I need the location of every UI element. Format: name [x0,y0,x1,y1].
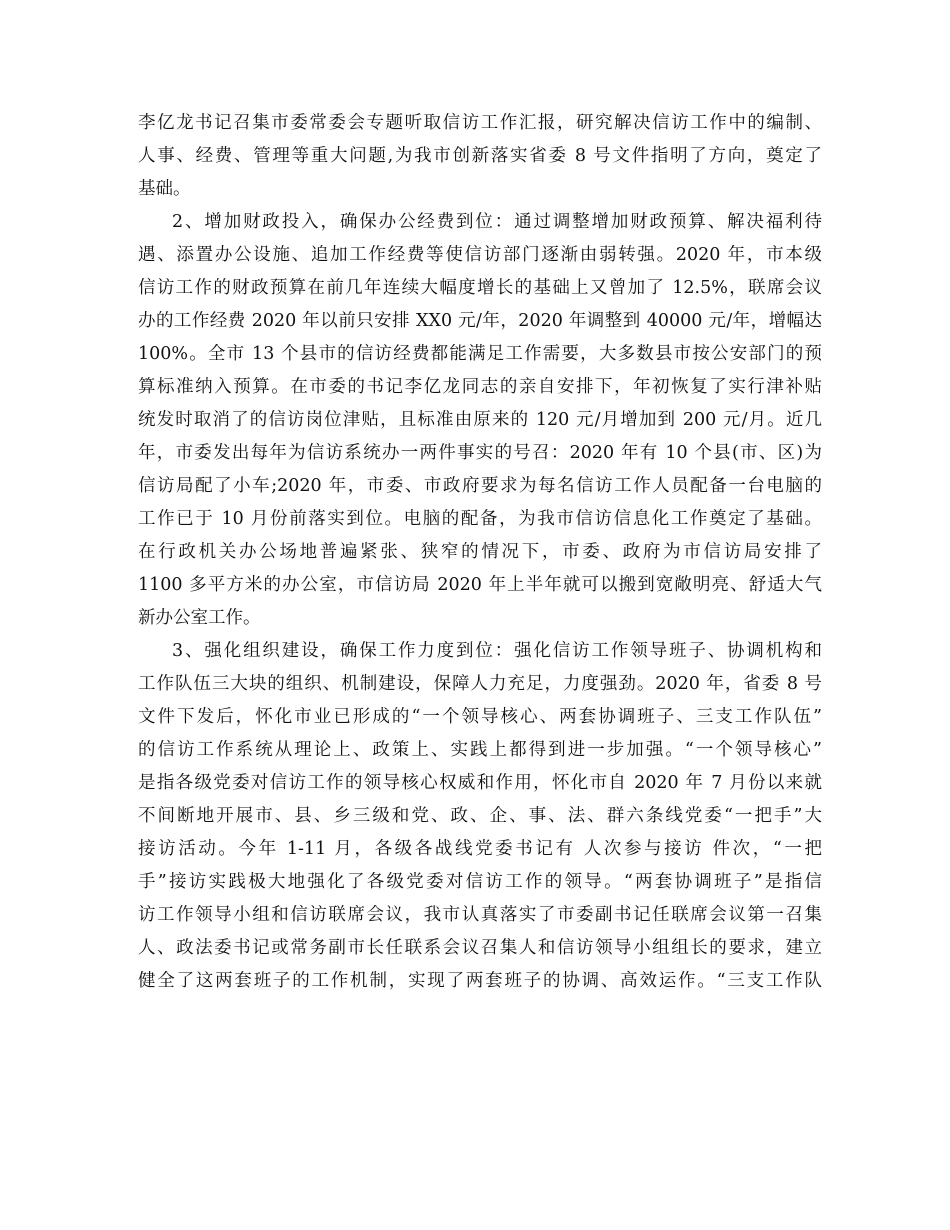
text-line: 遇、添置办公设施、追加工作经费等使信访部门逐渐由弱转强。2020 年，市本级 [138,245,822,265]
paragraph-continuation [138,107,822,206]
text-line: 算标准纳入预算。在市委的书记李亿龙同志的亲自安排下，年初恢复了实行津补贴 [138,377,822,397]
text-line: 文件下发后，怀化市业已形成的“一个领导核心、两套协调班子、三支工作队伍” [138,707,822,727]
text-line: 人、政法委书记或常务副市长任联系会议召集人和信访领导小组组长的要求，建立 [138,938,822,958]
document-body [138,107,822,998]
text-line: 办的工作经费 2020 年以前只安排 XX0 元/年，2020 年调整到 40000 元/年，增幅达 [138,311,822,331]
text-line: 2、增加财政投入，确保办公经费到位：通过调整增加财政预算、解决福利待 [172,212,822,232]
text-line: 人事、经费、管理等重大问题,为我市创新落实省委 8 号文件指明了方向，奠定了 [138,146,822,166]
text-line: 3、强化组织建设，确保工作力度到位：强化信访工作领导班子、协调机构和 [172,641,822,661]
paragraph-organization [138,635,822,998]
text-line: 信访局配了小车;2020 年，市委、市政府要求为每名信访工作人员配备一台电脑的 [138,476,822,496]
text-line: 不间断地开展市、县、乡三级和党、政、企、事、法、群六条线党委“一把手”大 [138,806,822,826]
text-line: 的信访工作系统从理论上、政策上、实践上都得到进一步加强。“一个领导核心” [138,740,822,760]
paragraph-finance [138,206,822,635]
text-line: 1100 多平方米的办公室，市信访局 2020 年上半年就可以搬到宽敞明亮、舒适大气 [138,575,822,595]
text-line: 统发时取消了的信访岗位津贴，且标准由原来的 120 元/月增加到 200 元/月。近几 [138,410,822,430]
text-line: 基础。 [138,179,191,199]
text-line: 工作已于 10 月份前落实到位。电脑的配备，为我市信访信息化工作奠定了基础。 [138,509,822,529]
text-line: 在行政机关办公场地普遍紧张、狭窄的情况下，市委、政府为市信访局安排了 [138,542,822,562]
text-line: 接访活动。今年 1-11 月，各级各战线党委书记有 人次参与接访 件次，“一把 [138,839,822,859]
text-line: 100%。全市 13 个县市的信访经费都能满足工作需要，大多数县市按公安部门的预 [138,344,822,364]
text-line: 李亿龙书记召集市委常委会专题听取信访工作汇报，研究解决信访工作中的编制、 [138,113,822,133]
text-line: 工作队伍三大块的组织、机制建设，保障人力充足，力度强劲。2020 年，省委 8 号 [138,674,822,694]
text-line: 年，市委发出每年为信访系统办一两件事实的号召：2020 年有 10 个县(市、区)为 [138,443,822,463]
text-line: 访工作领导小组和信访联席会议，我市认真落实了市委副书记任联席会议第一召集 [138,905,822,925]
text-line: 健全了这两套班子的工作机制，实现了两套班子的协调、高效运作。“三支工作队 [138,971,822,991]
text-line: 新办公室工作。 [138,608,261,628]
text-line: 是指各级党委对信访工作的领导核心权威和作用，怀化市自 2020 年 7 月份以来就 [138,773,822,793]
text-line: 手”接访实践极大地强化了各级党委对信访工作的领导。“两套协调班子”是指信 [138,872,822,892]
text-line: 信访工作的财政预算在前几年连续大幅度增长的基础上又曾加了 12.5%，联席会议 [138,278,822,298]
